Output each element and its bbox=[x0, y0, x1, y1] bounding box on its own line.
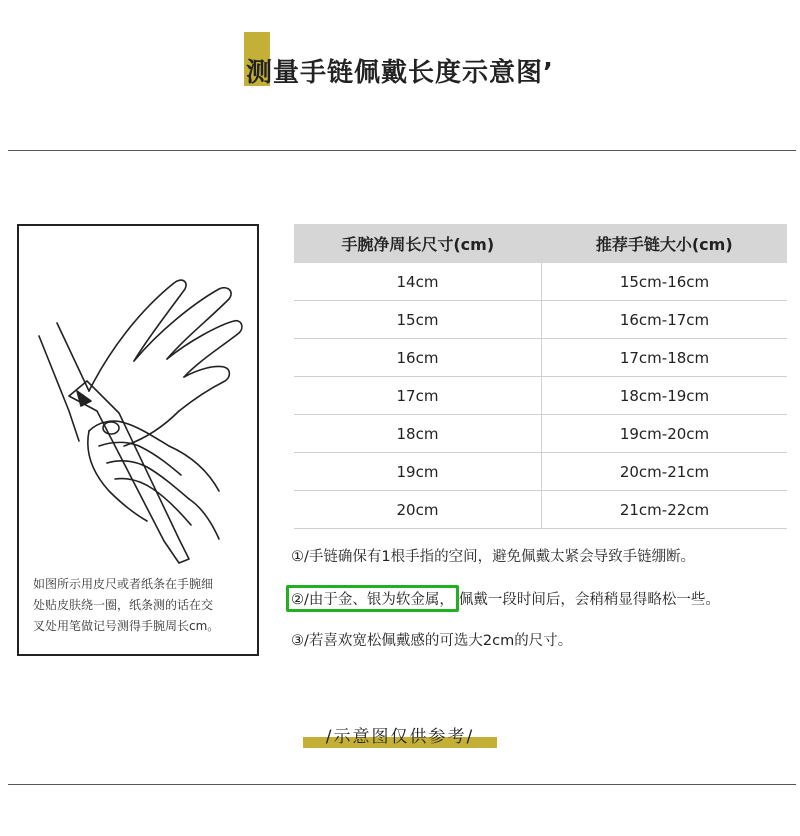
table-row bbox=[294, 339, 787, 377]
wrist-size-cell: 18cm bbox=[294, 415, 542, 453]
hand-measuring-wrist-illustration bbox=[29, 241, 251, 571]
wrist-size-cell: 15cm bbox=[294, 301, 542, 339]
top-divider bbox=[8, 150, 796, 151]
table-row bbox=[294, 415, 787, 453]
caption-line: 如图所示用皮尺或者纸条在手腕细 bbox=[33, 577, 214, 591]
recommended-size-cell: 19cm-20cm bbox=[542, 415, 788, 453]
reference-note: /示意图仅供参考/ bbox=[325, 727, 475, 747]
table-row bbox=[294, 491, 787, 529]
table-header-row bbox=[294, 224, 787, 263]
caption-line: 叉处用笔做记号测得手腕周长cm。 bbox=[33, 619, 220, 633]
recommended-size-cell: 16cm-17cm bbox=[542, 301, 788, 339]
caption-line: 处贴皮肤绕一圈，纸条测的话在交 bbox=[33, 598, 214, 612]
wrist-size-cell: 19cm bbox=[294, 453, 542, 491]
recommended-size-cell: 21cm-22cm bbox=[542, 491, 788, 529]
page-title: 测量手链佩戴长度示意图’ bbox=[246, 58, 554, 88]
size-table bbox=[294, 224, 787, 529]
bottom-divider bbox=[8, 784, 796, 785]
recommended-size-cell: 20cm-21cm bbox=[542, 453, 788, 491]
note-2 bbox=[291, 585, 720, 612]
recommended-size-cell: 17cm-18cm bbox=[542, 339, 788, 377]
note-3: ③/若喜欢宽松佩戴感的可选大2cm的尺寸。 bbox=[291, 633, 573, 649]
measurement-illustration-panel bbox=[17, 224, 259, 656]
recommended-size-cell: 18cm-19cm bbox=[542, 377, 788, 415]
table-row bbox=[294, 301, 787, 339]
note-1: ①/手链确保有1根手指的空间，避免佩戴太紧会导致手链绷断。 bbox=[291, 549, 696, 565]
table-row bbox=[294, 263, 787, 301]
wrist-size-cell: 14cm bbox=[294, 263, 542, 301]
wrist-size-cell: 16cm bbox=[294, 339, 542, 377]
header-wrist-size: 手腕净周长尺寸(cm) bbox=[294, 224, 542, 263]
table-row bbox=[294, 377, 787, 415]
illustration-caption bbox=[33, 574, 247, 637]
header-recommended-size: 推荐手链大小(cm) bbox=[542, 224, 788, 263]
note-2-rest: 佩戴一段时间后，会稍稍显得略松一些。 bbox=[458, 592, 720, 608]
note-2-highlight: ②/由于金、银为软金属， bbox=[286, 585, 459, 612]
recommended-size-cell: 15cm-16cm bbox=[542, 263, 788, 301]
wrist-size-cell: 20cm bbox=[294, 491, 542, 529]
table-row bbox=[294, 453, 787, 491]
wrist-size-cell: 17cm bbox=[294, 377, 542, 415]
